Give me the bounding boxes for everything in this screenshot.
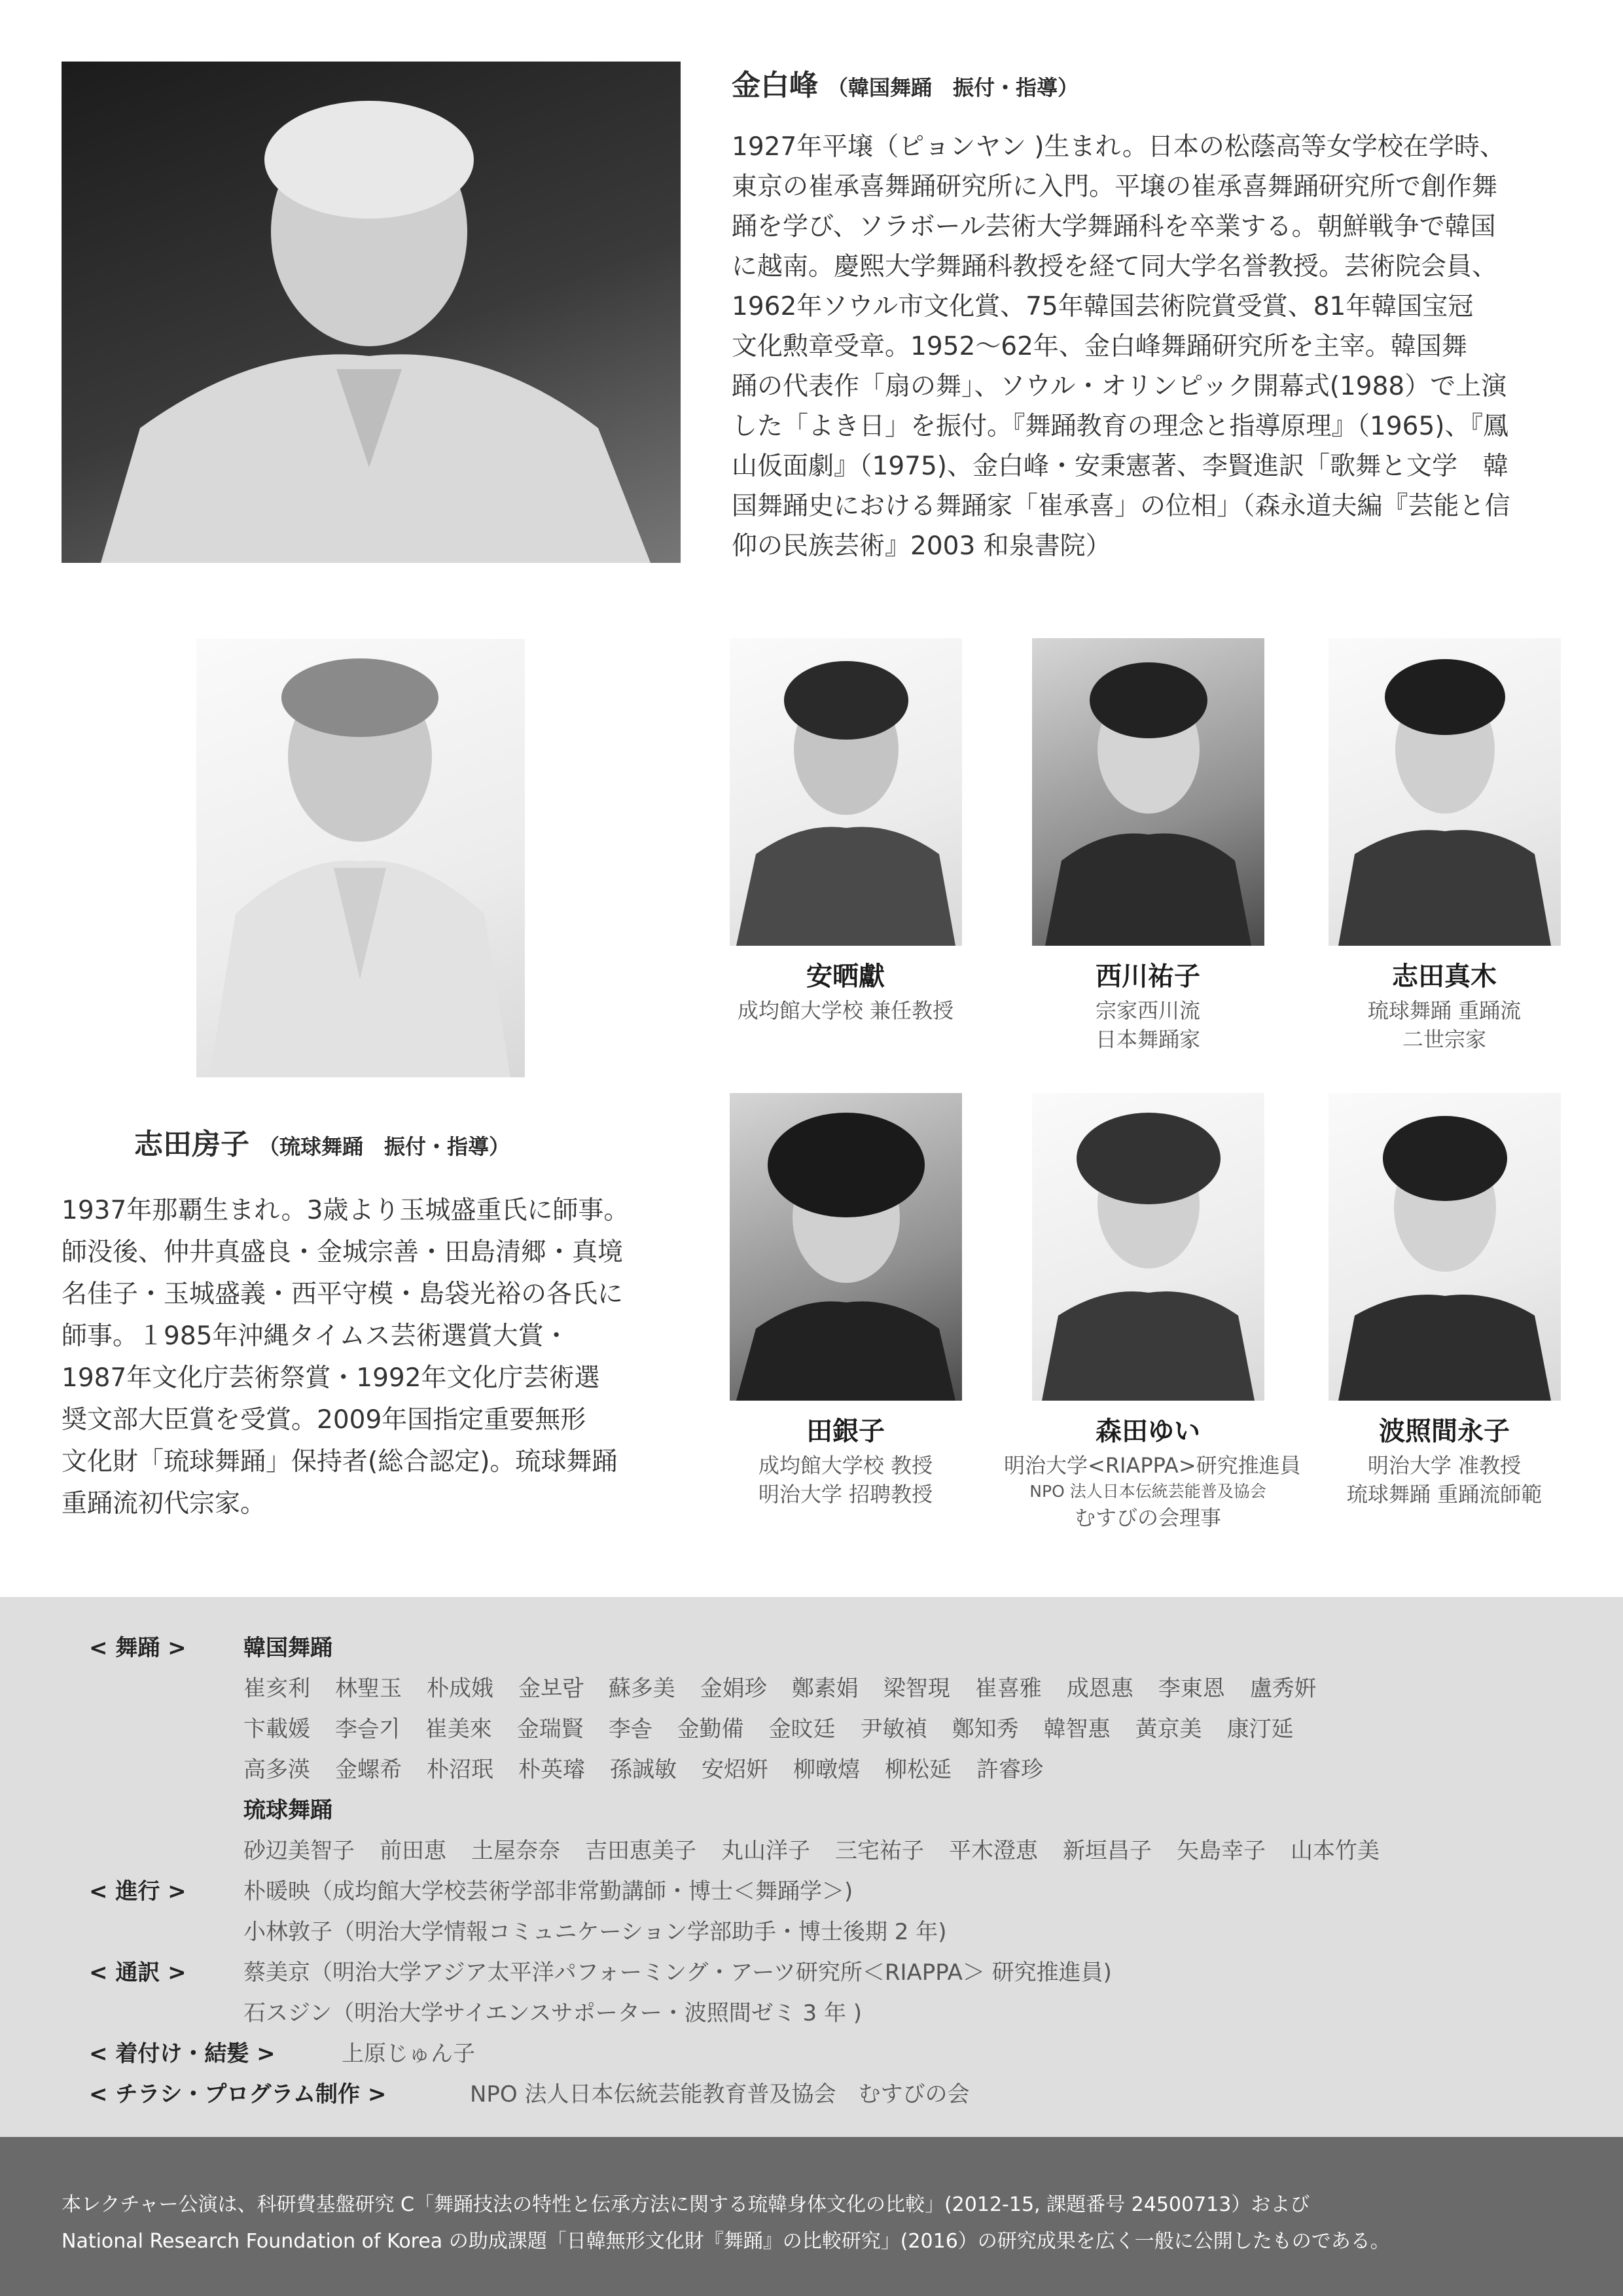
footer-line: National Research Foundation of Korea の助成課題「日韓無形文化財『舞踊』の比較研究」(2016）の研究成果を広く一般に公開したものである。	[62, 2230, 1390, 2253]
member-card	[1313, 1412, 1575, 1509]
interpretation-label: < 通訳 >	[89, 1960, 187, 1986]
member-affiliation: 成均館大学校 教授	[758, 1453, 933, 1478]
footer-line: 本レクチャー公演は、科研費基盤研究 C「舞踊技法の特性と伝承方法に関する琉韓身体文化の比較」(2012-15, 課題番号 24500713）および	[62, 2193, 1310, 2216]
member-affiliation: NPO 法人日本伝統芸能普及協会	[1029, 1482, 1266, 1501]
korean-dancers-row: 崔亥利 林聖玉 朴成娥 金보람 蘇多美 金娟珍 鄭素娟 梁智現 崔喜雅 成恩惠 李東恩 盧秀姸	[243, 1676, 1317, 1702]
mc-line: 朴暖映（成均館大学校芸術学部非常勤講師・博士＜舞踊学＞)	[243, 1878, 853, 1905]
member-card	[1030, 957, 1266, 1054]
member-name: 波照間永子	[1379, 1416, 1510, 1446]
member-affiliation: むすびの会理事	[1074, 1505, 1221, 1530]
member-affiliation: 宗家西川流	[1095, 998, 1200, 1023]
flyer-text: NPO 法人日本伝統芸能教育普及協会 むすびの会	[470, 2081, 970, 2108]
member-name: 森田ゆい	[1096, 1416, 1200, 1446]
member-card	[1327, 957, 1562, 1054]
shida-bio: 1937年那覇生まれ。3歳より玉城盛重氏に師事。 師没後、仲井真盛良・金城宗善・田島清郷・真境 名佳子・玉城盛義・西平守模・島袋光裕の各氏に 師事。１985年沖縄タイムス芸術選賞大賞・ 1987年文化庁芸術祭賞・1992年文化庁芸術選 奨文部大臣賞を受賞。2009年国指定重要無形 文化財「琉球舞踊」保持者(総合認定)。琉球舞踊 重踊流初代宗家。	[62, 1196, 630, 1518]
member-name: 志田真木	[1392, 961, 1497, 992]
member-photo-jeon	[730, 1093, 962, 1401]
member-affiliation: 日本舞踊家	[1095, 1027, 1200, 1052]
kim-role: （韓国舞踊 振付・指導）	[827, 75, 1079, 100]
mc-label: < 進行 >	[89, 1878, 187, 1905]
interpreter-line: 石スジン（明治大学サイエンスサポーター・波照間ゼミ 3 年 )	[243, 2000, 863, 2026]
shida-photo	[196, 639, 525, 1077]
footer-note	[0, 2137, 1623, 2296]
kim-photo	[62, 62, 681, 563]
member-photo-nishikawa	[1032, 638, 1264, 946]
kim-name: 金白峰	[732, 69, 818, 102]
member-name: 西川祐子	[1096, 961, 1200, 992]
member-photo-hateruma	[1329, 1093, 1561, 1401]
member-photo-ahn	[730, 638, 962, 946]
member-card	[728, 1412, 963, 1509]
korean-dance-heading: 韓国舞踊	[243, 1635, 332, 1661]
member-name: 田銀子	[806, 1416, 885, 1446]
dressing-text: 上原じゅん子	[342, 2041, 475, 2067]
member-affiliation: 成均館大学校 兼任教授	[737, 998, 954, 1023]
member-photo-shida-maki	[1329, 638, 1561, 946]
dance-label: < 舞踊 >	[89, 1635, 187, 1661]
member-card	[728, 957, 963, 1025]
member-affiliation: 明治大学 招聘教授	[758, 1482, 933, 1507]
member-affiliation: 明治大学<RIAPPA>研究推進員	[1004, 1453, 1301, 1478]
shida-name: 志田房子	[134, 1128, 249, 1161]
ryukyu-dancers-row: 砂辺美智子 前田恵 土屋奈奈 吉田恵美子 丸山洋子 三宅祐子 平木澄恵 新垣昌子 矢島幸子 山本竹美	[243, 1838, 1380, 1864]
kim-bio: 1927年平壌（ピョンヤン )生まれ。日本の松蔭高等女学校在学時、 東京の崔承喜舞踊研究所に入門。平壌の崔承喜舞踊研究所で創作舞 踊を学び、ソラボール芸術大学舞踊科を卒業する。朝鮮戦争で韓国 に越南。慶熙大学舞踊科教授を経て同大学名誉教授。芸術院会員、 1962年ソウル市文化賞、75年韓国芸術院賞受賞、81年韓国宝冠 文化勲章受章。1952～62年、金白峰舞踊研究所を主宰。韓国舞 踊の代表作「扇の舞」、ソウル・オリンピック開幕式(1988）で上演 した「よき日」を振付。『舞踊教育の理念と指導原理』（1965)、『鳳 山仮面劇』（1975)、金白峰・安秉憲著、李賢進訳「歌舞と文学 韓 国舞踊史における舞踊家「崔承喜」の位相」（森永道夫編『芸能と信 仰の民族芸術』2003 和泉書院）	[732, 132, 1510, 561]
dressing-label: < 着付け・結髪 >	[89, 2041, 276, 2067]
member-affiliation: 二世宗家	[1402, 1027, 1486, 1052]
flyer-label: < チラシ・プログラム制作 >	[89, 2081, 387, 2108]
korean-dancers-row: 高多渶 金螺希 朴沼珉 朴英璿 孫誠敏 安炤姸 柳暾熺 柳松延 許睿珍	[243, 1757, 1043, 1783]
credits-panel	[0, 1597, 1623, 2137]
member-affiliation: 琉球舞踊 重踊流師範	[1346, 1482, 1543, 1507]
member-affiliation: 明治大学 准教授	[1367, 1453, 1522, 1478]
interpreter-line: 蔡美京（明治大学アジア太平洋パフォーミング・アーツ研究所＜RIAPPA＞ 研究推進員)	[243, 1960, 1112, 1986]
member-affiliation: 琉球舞踊 重踊流	[1367, 998, 1522, 1023]
member-photo-morita	[1032, 1093, 1264, 1401]
ryukyu-dance-heading: 琉球舞踊	[243, 1797, 332, 1823]
shida-role: （琉球舞踊 振付・指導）	[259, 1134, 510, 1159]
korean-dancers-row: 卞載媛 李슬기 崔美來 金瑞賢 李솔 金勤備 金旼廷 尹敏禎 鄭知秀 韓智惠 黃京美 康汀延	[243, 1716, 1294, 1742]
member-card	[1004, 1412, 1301, 1532]
member-name: 安晒獻	[806, 961, 885, 992]
mc-line: 小林敦子（明治大学情報コミュニケーション学部助手・博士後期 2 年)	[243, 1919, 947, 1945]
